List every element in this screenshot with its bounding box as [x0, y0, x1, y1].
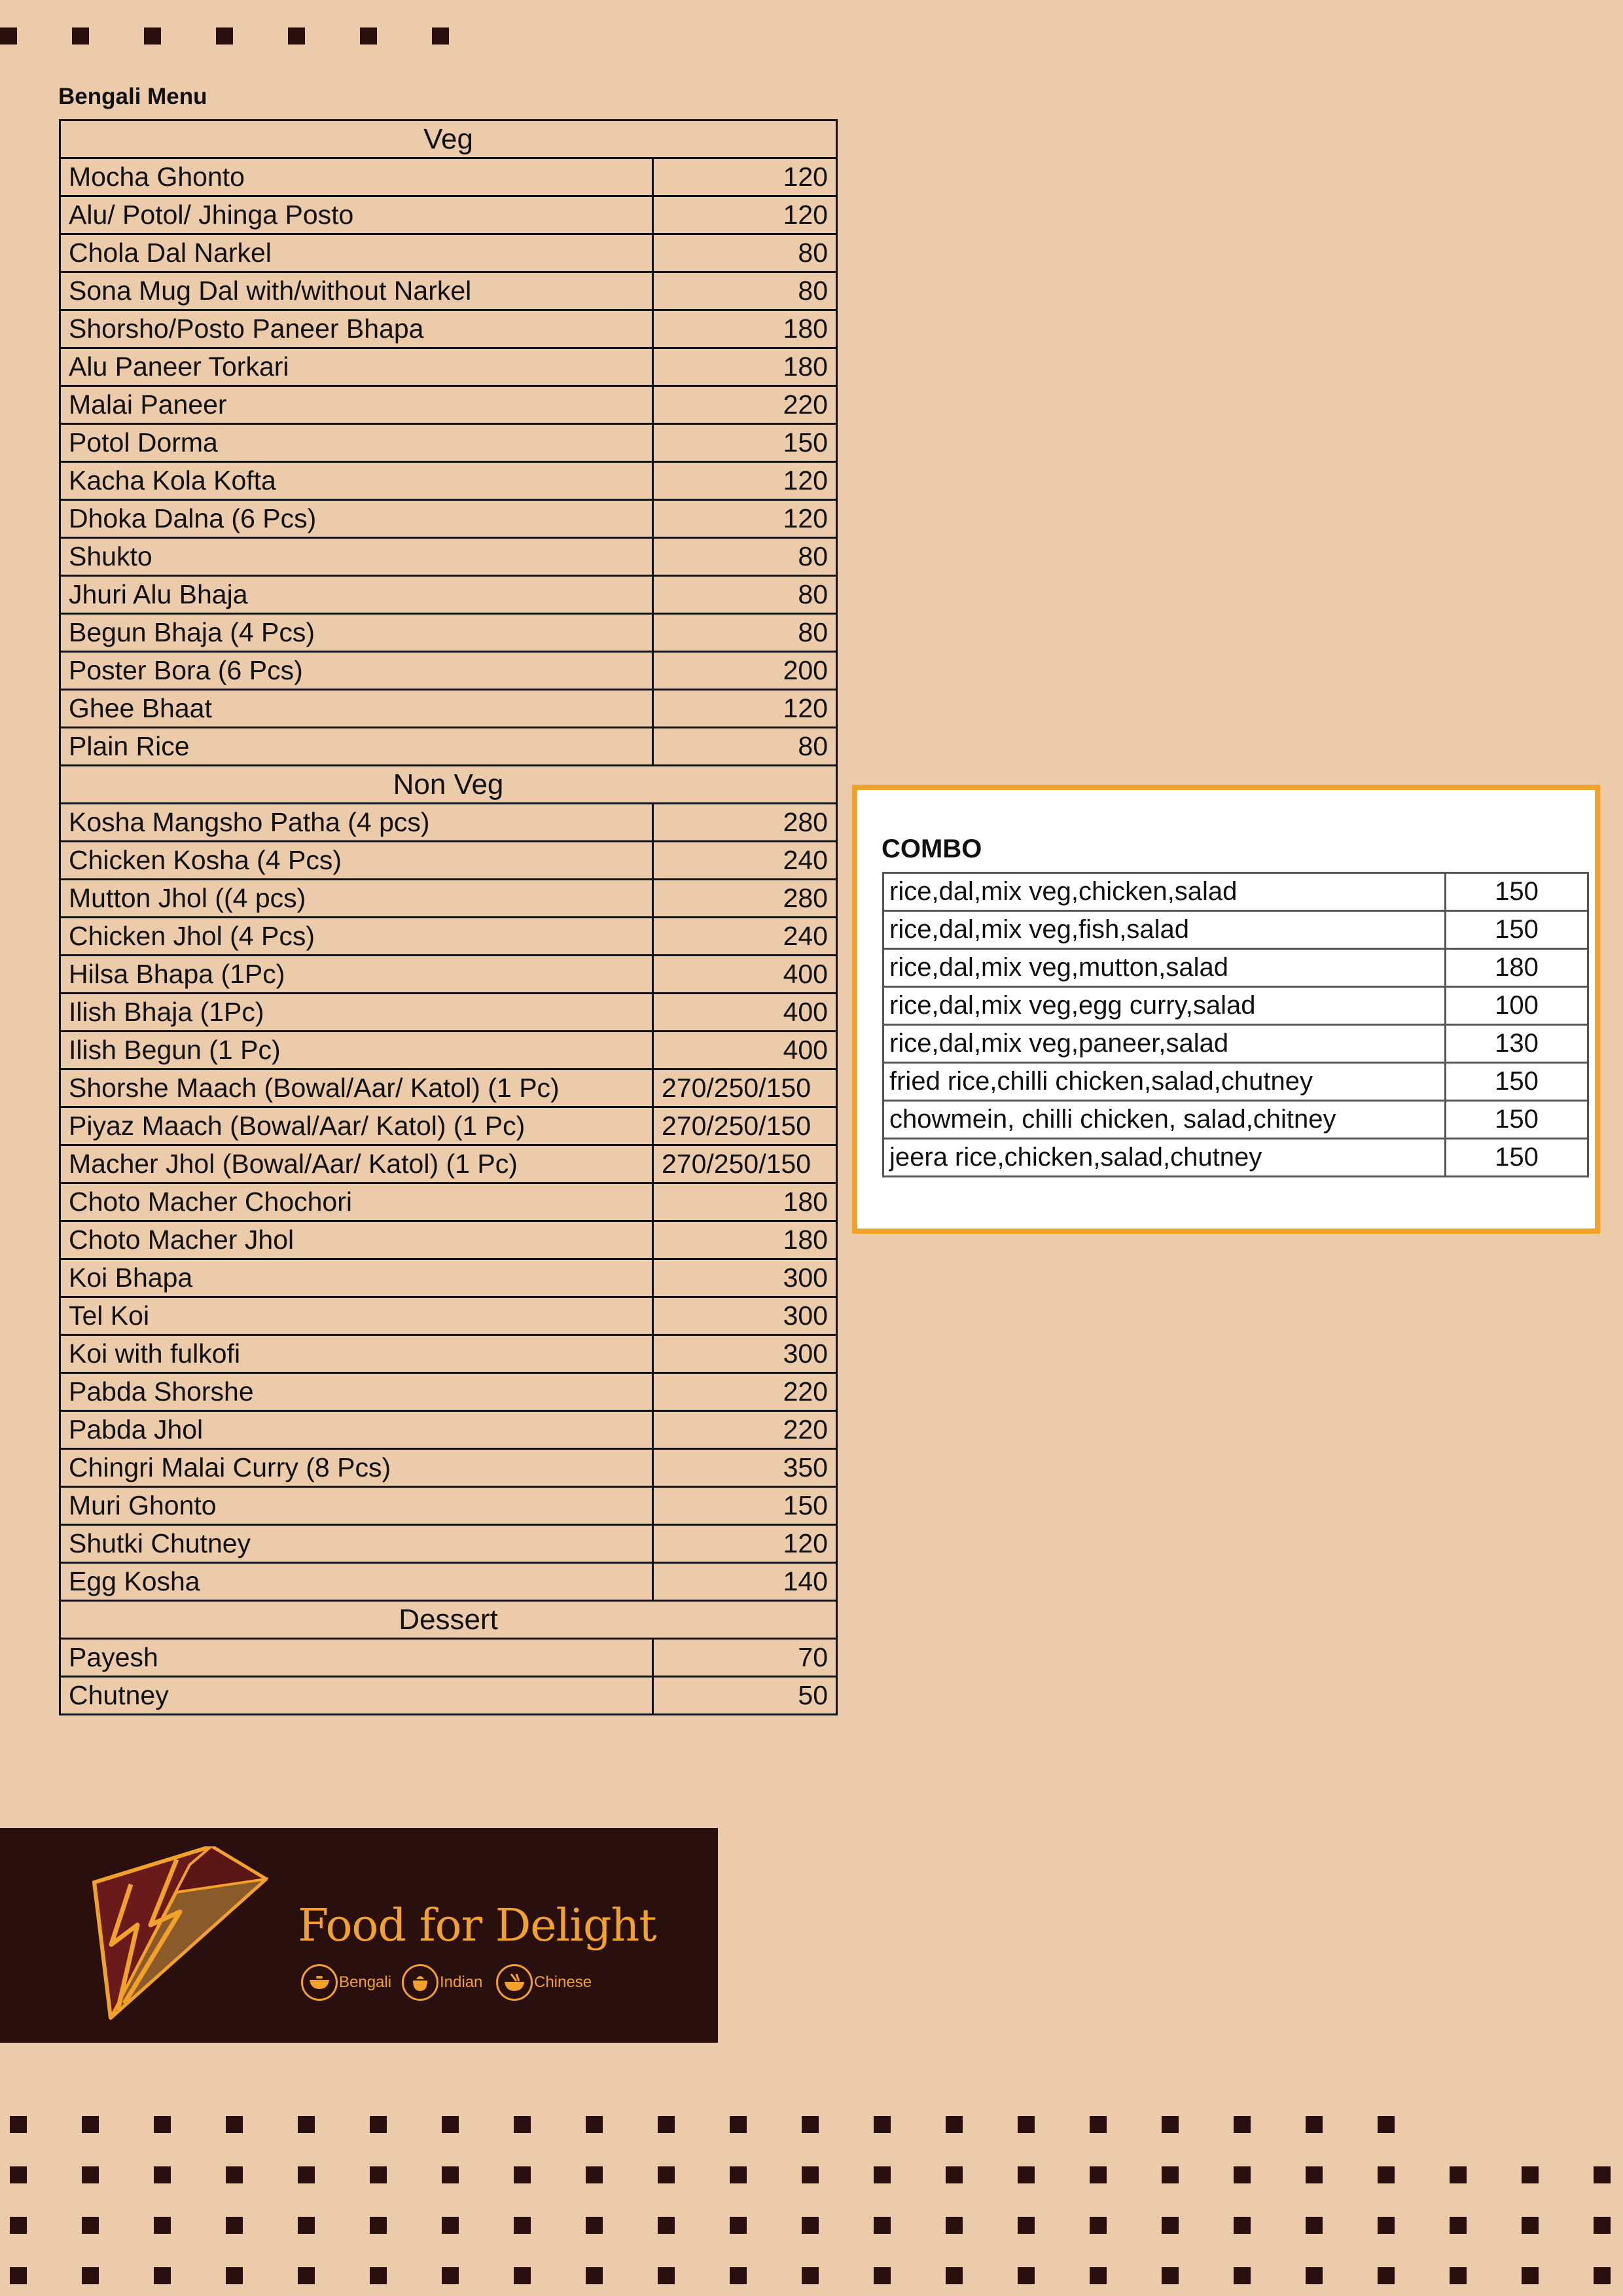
menu-item-row: [60, 272, 837, 310]
item-name: Hilsa Bhapa (1Pc): [60, 956, 653, 994]
item-name: Tel Koi: [60, 1297, 653, 1335]
item-price: 120: [653, 690, 837, 728]
menu-item-row: [60, 538, 837, 576]
combo-item-row: [883, 911, 1588, 949]
item-name: Choto Macher Chochori: [60, 1183, 653, 1221]
item-name: Kosha Mangsho Patha (4 pcs): [60, 804, 653, 842]
decorative-square: [370, 2166, 387, 2183]
item-price: 150: [653, 1487, 837, 1525]
decorative-square: [370, 2267, 387, 2284]
dish-icon: [301, 1964, 338, 2001]
brand-name: Food for Delight: [298, 1900, 656, 1952]
decorative-square: [370, 2217, 387, 2234]
menu-item-row: [60, 1449, 837, 1487]
combo-item-row: [883, 1139, 1588, 1177]
item-price: 300: [653, 1335, 837, 1373]
menu-item-row: [60, 1297, 837, 1335]
menu-item-row: [60, 424, 837, 462]
decorative-square: [1378, 2116, 1395, 2133]
section-header-row: [60, 120, 837, 158]
decorative-square: [1306, 2267, 1323, 2284]
item-price: 80: [653, 538, 837, 576]
item-name: Chicken Kosha (4 Pcs): [60, 842, 653, 880]
tag-indian: [402, 1962, 482, 2003]
item-name: Koi with fulkofi: [60, 1335, 653, 1373]
menu-item-row: [60, 1145, 837, 1183]
menu-item-row: [60, 728, 837, 766]
decorative-square: [1522, 2166, 1539, 2183]
item-name: Chutney: [60, 1677, 653, 1715]
decorative-square: [1090, 2116, 1107, 2133]
combo-item-price: 180: [1446, 949, 1588, 987]
decorative-square: [1234, 2166, 1251, 2183]
item-name: Potol Dorma: [60, 424, 653, 462]
item-name: Malai Paneer: [60, 386, 653, 424]
decorative-square: [1594, 2166, 1611, 2183]
decorative-square: [1450, 2267, 1467, 2284]
decorative-square: [226, 2267, 243, 2284]
item-name: Shutki Chutney: [60, 1525, 653, 1563]
section-title: Veg: [60, 120, 837, 158]
item-name: Shorshe Maach (Bowal/Aar/ Katol) (1 Pc): [60, 1069, 653, 1107]
menu-item-row: [60, 1487, 837, 1525]
decorative-square: [1234, 2217, 1251, 2234]
decorative-square: [370, 2116, 387, 2133]
section-header-row: [60, 1601, 837, 1639]
decorative-square: [1378, 2267, 1395, 2284]
menu-item-row: [60, 994, 837, 1031]
decorative-square: [226, 2217, 243, 2234]
item-price: 80: [653, 576, 837, 614]
combo-item-row: [883, 949, 1588, 987]
decorative-square: [514, 2267, 531, 2284]
decorative-square: [1018, 2217, 1035, 2234]
item-price: 200: [653, 652, 837, 690]
decorative-square: [874, 2116, 891, 2133]
decorative-square: [82, 2166, 99, 2183]
item-price: 180: [653, 348, 837, 386]
item-price: 70: [653, 1639, 837, 1677]
item-price: 80: [653, 614, 837, 652]
item-name: Pabda Jhol: [60, 1411, 653, 1449]
combo-table: [882, 872, 1589, 1177]
menu-item-row: [60, 804, 837, 842]
item-price: 350: [653, 1449, 837, 1487]
item-price: 220: [653, 386, 837, 424]
item-price: 220: [653, 1411, 837, 1449]
menu-item-row: [60, 956, 837, 994]
decorative-square: [442, 2116, 459, 2133]
menu-item-row: [60, 310, 837, 348]
decorative-square: [442, 2267, 459, 2284]
tag-label: Indian: [440, 1973, 483, 1991]
menu-item-row: [60, 158, 837, 196]
tag-chinese: [496, 1962, 592, 2003]
item-price: 280: [653, 804, 837, 842]
combo-item-row: [883, 987, 1588, 1025]
item-price: 240: [653, 842, 837, 880]
decorative-square: [1018, 2116, 1035, 2133]
combo-item-price: 150: [1446, 911, 1588, 949]
bengali-menu-table: [59, 119, 838, 1715]
menu-item-row: [60, 1107, 837, 1145]
item-name: Muri Ghonto: [60, 1487, 653, 1525]
menu-item-row: [60, 576, 837, 614]
decorative-square: [658, 2116, 675, 2133]
tag-label: Chinese: [534, 1973, 592, 1991]
item-name: Jhuri Alu Bhaja: [60, 576, 653, 614]
combo-item-row: [883, 1101, 1588, 1139]
decorative-square: [154, 2267, 171, 2284]
decorative-square: [514, 2217, 531, 2234]
item-price: 180: [653, 1221, 837, 1259]
menu-item-row: [60, 690, 837, 728]
decorative-square: [442, 2166, 459, 2183]
decorative-square: [82, 2267, 99, 2284]
decorative-square: [1306, 2217, 1323, 2234]
combo-item-row: [883, 873, 1588, 911]
item-price: 400: [653, 956, 837, 994]
item-name: Chingri Malai Curry (8 Pcs): [60, 1449, 653, 1487]
item-name: Koi Bhapa: [60, 1259, 653, 1297]
decorative-square: [1594, 2217, 1611, 2234]
menu-title: Bengali Menu: [58, 84, 207, 109]
decorative-square: [586, 2267, 603, 2284]
item-price: 300: [653, 1297, 837, 1335]
item-price: 80: [653, 272, 837, 310]
decorative-square: [298, 2267, 315, 2284]
decorative-square: [1162, 2116, 1179, 2133]
menu-item-row: [60, 1639, 837, 1677]
menu-item-row: [60, 1259, 837, 1297]
item-price: 120: [653, 500, 837, 538]
decorative-square: [874, 2217, 891, 2234]
combo-item-price: 150: [1446, 1101, 1588, 1139]
menu-item-row: [60, 1373, 837, 1411]
tag-label: Bengali: [339, 1973, 392, 1991]
combo-item-row: [883, 1063, 1588, 1101]
menu-item-row: [60, 234, 837, 272]
decorative-square: [1090, 2217, 1107, 2234]
combo-item-name: fried rice,chilli chicken,salad,chutney: [883, 1063, 1446, 1101]
combo-item-name: rice,dal,mix veg,paneer,salad: [883, 1025, 1446, 1063]
menu-item-row: [60, 386, 837, 424]
item-price: 50: [653, 1677, 837, 1715]
decorative-square: [946, 2116, 963, 2133]
menu-item-row: [60, 1031, 837, 1069]
decorative-square: [946, 2217, 963, 2234]
decorative-square: [298, 2166, 315, 2183]
menu-item-row: [60, 880, 837, 918]
item-name: Payesh: [60, 1639, 653, 1677]
item-price: 140: [653, 1563, 837, 1601]
decorative-square: [802, 2217, 819, 2234]
item-price: 300: [653, 1259, 837, 1297]
item-name: Ilish Begun (1 Pc): [60, 1031, 653, 1069]
decorative-square: [1090, 2166, 1107, 2183]
decorative-square: [432, 27, 449, 45]
combo-item-name: rice,dal,mix veg,mutton,salad: [883, 949, 1446, 987]
decorative-square: [1162, 2217, 1179, 2234]
decorative-square: [1234, 2116, 1251, 2133]
decorative-square: [72, 27, 89, 45]
menu-item-row: [60, 842, 837, 880]
item-name: Choto Macher Jhol: [60, 1221, 653, 1259]
decorative-square: [360, 27, 377, 45]
menu-item-row: [60, 462, 837, 500]
item-price: 400: [653, 1031, 837, 1069]
item-price: 180: [653, 310, 837, 348]
decorative-square: [586, 2166, 603, 2183]
decorative-square: [658, 2166, 675, 2183]
decorative-square: [82, 2217, 99, 2234]
decorative-square: [1018, 2267, 1035, 2284]
bowl-icon: [496, 1964, 533, 2001]
decorative-square: [802, 2267, 819, 2284]
decorative-square: [1162, 2166, 1179, 2183]
decorative-square: [802, 2166, 819, 2183]
item-name: Dhoka Dalna (6 Pcs): [60, 500, 653, 538]
decorative-square: [10, 2267, 27, 2284]
combo-title: COMBO: [882, 834, 982, 863]
decorative-square: [10, 2166, 27, 2183]
decorative-square: [946, 2267, 963, 2284]
decorative-square: [730, 2116, 747, 2133]
decorative-square: [730, 2217, 747, 2234]
combo-item-row: [883, 1025, 1588, 1063]
decorative-square: [144, 27, 161, 45]
decorative-square: [82, 2116, 99, 2133]
decorative-square: [1018, 2166, 1035, 2183]
item-name: Ghee Bhaat: [60, 690, 653, 728]
section-title: Dessert: [60, 1601, 837, 1639]
menu-item-row: [60, 1335, 837, 1373]
decorative-square: [514, 2166, 531, 2183]
item-name: Chola Dal Narkel: [60, 234, 653, 272]
decorative-square: [802, 2116, 819, 2133]
item-name: Kacha Kola Kofta: [60, 462, 653, 500]
menu-item-row: [60, 614, 837, 652]
decorative-square: [730, 2166, 747, 2183]
combo-panel: [852, 785, 1600, 1234]
combo-item-price: 100: [1446, 987, 1588, 1025]
decorative-square: [1522, 2217, 1539, 2234]
menu-item-row: [60, 500, 837, 538]
item-price: 270/250/150: [653, 1145, 837, 1183]
item-name: Mutton Jhol ((4 pcs): [60, 880, 653, 918]
decorative-square: [874, 2166, 891, 2183]
item-name: Plain Rice: [60, 728, 653, 766]
decorative-square: [1090, 2267, 1107, 2284]
item-name: Shukto: [60, 538, 653, 576]
item-name: Mocha Ghonto: [60, 158, 653, 196]
item-price: 220: [653, 1373, 837, 1411]
combo-item-price: 150: [1446, 1139, 1588, 1177]
section-header-row: [60, 766, 837, 804]
combo-item-price: 130: [1446, 1025, 1588, 1063]
item-name: Sona Mug Dal with/without Narkel: [60, 272, 653, 310]
item-name: Begun Bhaja (4 Pcs): [60, 614, 653, 652]
item-price: 240: [653, 918, 837, 956]
item-name: Poster Bora (6 Pcs): [60, 652, 653, 690]
combo-item-name: rice,dal,mix veg,egg curry,salad: [883, 987, 1446, 1025]
decorative-square: [154, 2166, 171, 2183]
combo-item-name: jeera rice,chicken,salad,chutney: [883, 1139, 1446, 1177]
decorative-square: [1378, 2166, 1395, 2183]
item-name: Egg Kosha: [60, 1563, 653, 1601]
menu-item-row: [60, 1183, 837, 1221]
decorative-square: [1522, 2267, 1539, 2284]
decorative-square: [1378, 2217, 1395, 2234]
decorative-square: [298, 2217, 315, 2234]
decorative-square: [226, 2166, 243, 2183]
decorative-square: [1306, 2116, 1323, 2133]
item-price: 120: [653, 196, 837, 234]
decorative-square: [1450, 2166, 1467, 2183]
item-price: 270/250/150: [653, 1107, 837, 1145]
menu-item-row: [60, 1069, 837, 1107]
item-price: 180: [653, 1183, 837, 1221]
decorative-square: [288, 27, 305, 45]
decorative-square: [874, 2267, 891, 2284]
decorative-square: [586, 2217, 603, 2234]
item-name: Chicken Jhol (4 Pcs): [60, 918, 653, 956]
menu-item-row: [60, 1677, 837, 1715]
item-price: 270/250/150: [653, 1069, 837, 1107]
item-name: Alu Paneer Torkari: [60, 348, 653, 386]
menu-item-row: [60, 918, 837, 956]
decorative-square: [1162, 2267, 1179, 2284]
decorative-square: [442, 2217, 459, 2234]
decorative-square: [514, 2116, 531, 2133]
menu-item-row: [60, 1221, 837, 1259]
item-price: 400: [653, 994, 837, 1031]
item-price: 80: [653, 234, 837, 272]
brand-banner: [0, 1828, 718, 2043]
decorative-square: [10, 2116, 27, 2133]
item-price: 80: [653, 728, 837, 766]
decorative-square: [658, 2267, 675, 2284]
item-price: 280: [653, 880, 837, 918]
menu-item-row: [60, 652, 837, 690]
decorative-square: [1450, 2217, 1467, 2234]
menu-item-row: [60, 1525, 837, 1563]
item-price: 150: [653, 424, 837, 462]
item-name: Alu/ Potol/ Jhinga Posto: [60, 196, 653, 234]
decorative-square: [1234, 2267, 1251, 2284]
decorative-square: [730, 2267, 747, 2284]
decorative-square: [154, 2217, 171, 2234]
menu-item-row: [60, 196, 837, 234]
item-price: 120: [653, 158, 837, 196]
combo-item-name: rice,dal,mix veg,chicken,salad: [883, 873, 1446, 911]
menu-item-row: [60, 1411, 837, 1449]
decorative-square: [216, 27, 233, 45]
combo-item-name: rice,dal,mix veg,fish,salad: [883, 911, 1446, 949]
section-title: Non Veg: [60, 766, 837, 804]
decorative-square: [1306, 2166, 1323, 2183]
menu-item-row: [60, 348, 837, 386]
item-price: 120: [653, 1525, 837, 1563]
item-name: Shorsho/Posto Paneer Bhapa: [60, 310, 653, 348]
pot-icon: [402, 1964, 438, 2001]
decorative-square: [298, 2116, 315, 2133]
decorative-square: [586, 2116, 603, 2133]
tag-bengali: [301, 1962, 391, 2003]
item-name: Macher Jhol (Bowal/Aar/ Katol) (1 Pc): [60, 1145, 653, 1183]
combo-item-name: chowmein, chilli chicken, salad,chitney: [883, 1101, 1446, 1139]
decorative-square: [0, 27, 17, 45]
decorative-square: [10, 2217, 27, 2234]
menu-item-row: [60, 1563, 837, 1601]
combo-item-price: 150: [1446, 1063, 1588, 1101]
item-name: Piyaz Maach (Bowal/Aar/ Katol) (1 Pc): [60, 1107, 653, 1145]
decorative-square: [154, 2116, 171, 2133]
decorative-square: [1594, 2267, 1611, 2284]
item-name: Pabda Shorshe: [60, 1373, 653, 1411]
decorative-square: [658, 2217, 675, 2234]
diamond-logo-icon: [92, 1846, 268, 2023]
item-price: 120: [653, 462, 837, 500]
decorative-square: [226, 2116, 243, 2133]
decorative-square: [946, 2166, 963, 2183]
item-name: Ilish Bhaja (1Pc): [60, 994, 653, 1031]
combo-item-price: 150: [1446, 873, 1588, 911]
